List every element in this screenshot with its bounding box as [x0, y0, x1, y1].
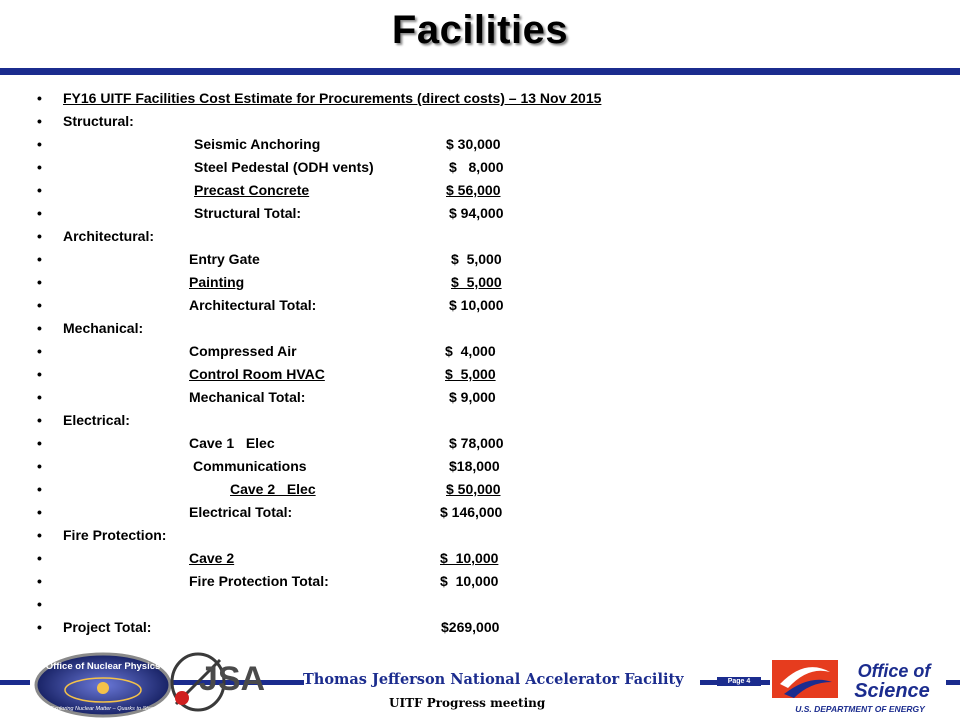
item-name: Cave 1 Elec	[189, 435, 275, 451]
onp-title: Office of Nuclear Physics	[45, 661, 161, 672]
os-line3: U.S. DEPARTMENT OF ENERGY	[795, 704, 925, 714]
bullet: •	[37, 435, 42, 451]
meeting-name: UITF Progress meeting	[389, 696, 546, 710]
page-number: Page 4	[717, 677, 761, 686]
office-of-science-logo	[770, 654, 950, 716]
project-total-label: Project Total:	[63, 619, 152, 635]
bullet: •	[37, 251, 42, 267]
bullet: •	[37, 320, 42, 336]
item-amount: $ 30,000	[446, 136, 501, 152]
total-label: Electrical Total:	[189, 504, 293, 520]
item-amount: $ 78,000	[449, 435, 504, 451]
total-amount: $ 10,000	[440, 573, 499, 589]
jsa-logo	[168, 648, 278, 718]
list-item-heading	[0, 90, 960, 110]
section-label: Electrical:	[63, 412, 130, 428]
section-label: Fire Protection:	[63, 527, 167, 543]
bullet: •	[37, 550, 42, 566]
bullet: •	[37, 228, 42, 244]
bullet: •	[37, 504, 42, 520]
item-name: Communications	[193, 458, 307, 474]
item-amount: $ 5,000	[451, 274, 502, 290]
bullet: •	[37, 619, 42, 635]
line-item	[0, 343, 960, 363]
bullet: •	[37, 389, 42, 405]
total-amount: $ 94,000	[449, 205, 504, 221]
line-item	[0, 251, 960, 271]
line-item	[0, 435, 960, 455]
section-total	[0, 297, 960, 317]
bullet: •	[37, 159, 42, 175]
bullet: •	[37, 366, 42, 382]
line-item	[0, 159, 960, 179]
line-item	[0, 182, 960, 202]
project-total-amount: $269,000	[441, 619, 500, 635]
office-of-nuclear-physics-logo	[34, 652, 172, 718]
line-item	[0, 136, 960, 156]
item-name: Precast Concrete	[194, 182, 310, 198]
bullet: •	[37, 412, 42, 428]
item-amount: $ 5,000	[451, 251, 502, 267]
section-label: Architectural:	[63, 228, 155, 244]
total-amount: $ 9,000	[449, 389, 496, 405]
section-electrical	[0, 412, 960, 432]
bullet: •	[37, 596, 42, 612]
bullet: •	[37, 113, 42, 129]
section-total	[0, 389, 960, 409]
bullet: •	[37, 343, 42, 359]
item-amount: $18,000	[449, 458, 500, 474]
title-divider	[0, 68, 960, 75]
total-amount: $ 10,000	[449, 297, 504, 313]
bullet: •	[37, 458, 42, 474]
item-name: Entry Gate	[189, 251, 260, 267]
item-name: Seismic Anchoring	[194, 136, 321, 152]
jsa-text: JSA	[198, 660, 266, 698]
section-structural	[0, 113, 960, 133]
line-item	[0, 458, 960, 478]
line-item	[0, 274, 960, 294]
item-amount: $ 5,000	[445, 366, 496, 382]
page-title: Facilities	[391, 8, 569, 52]
os-line1: Office of	[857, 661, 931, 681]
item-name: Cave 2 Elec	[230, 481, 316, 497]
bullet: •	[37, 90, 42, 106]
project-total-row	[0, 619, 960, 639]
total-label: Architectural Total:	[189, 297, 317, 313]
bullet: •	[37, 205, 42, 221]
total-label: Fire Protection Total:	[189, 573, 329, 589]
bullet: •	[37, 136, 42, 152]
onp-tagline: Exploring Nuclear Matter – Quarks to Stars	[50, 706, 156, 712]
section-total	[0, 504, 960, 524]
section-label: Structural:	[63, 113, 134, 129]
bullet: •	[37, 297, 42, 313]
bullet: •	[37, 481, 42, 497]
item-name: Compressed Air	[189, 343, 297, 359]
bullet: •	[37, 182, 42, 198]
lab-name: Thomas Jefferson National Accelerator Facility	[303, 671, 684, 688]
bullet: •	[37, 573, 42, 589]
line-item	[0, 550, 960, 570]
total-label: Mechanical Total:	[189, 389, 306, 405]
bullet: •	[37, 527, 42, 543]
footer-bar-left	[0, 680, 30, 685]
line-item	[0, 366, 960, 386]
total-label: Structural Total:	[194, 205, 302, 221]
total-amount: $ 146,000	[440, 504, 503, 520]
section-total	[0, 573, 960, 593]
section-label: Mechanical:	[63, 320, 144, 336]
os-line2: Science	[854, 680, 930, 702]
item-name: Control Room HVAC	[189, 366, 325, 382]
section-mechanical	[0, 320, 960, 340]
item-name: Steel Pedestal (ODH vents)	[194, 159, 374, 175]
bullet: •	[37, 274, 42, 290]
list-item-empty	[0, 596, 960, 616]
item-amount: $ 10,000	[440, 550, 499, 566]
item-name: Cave 2	[189, 550, 235, 566]
item-amount: $ 56,000	[446, 182, 501, 198]
section-total	[0, 205, 960, 225]
item-amount: $ 50,000	[446, 481, 501, 497]
section-fire-protection	[0, 527, 960, 547]
line-item	[0, 481, 960, 501]
item-amount: $ 8,000	[449, 159, 504, 175]
section-architectural	[0, 228, 960, 248]
item-name: Painting	[189, 274, 245, 290]
item-amount: $ 4,000	[445, 343, 496, 359]
cost-estimate-heading: FY16 UITF Facilities Cost Estimate for Procurements (direct costs) – 13 Nov 2015	[63, 90, 602, 106]
